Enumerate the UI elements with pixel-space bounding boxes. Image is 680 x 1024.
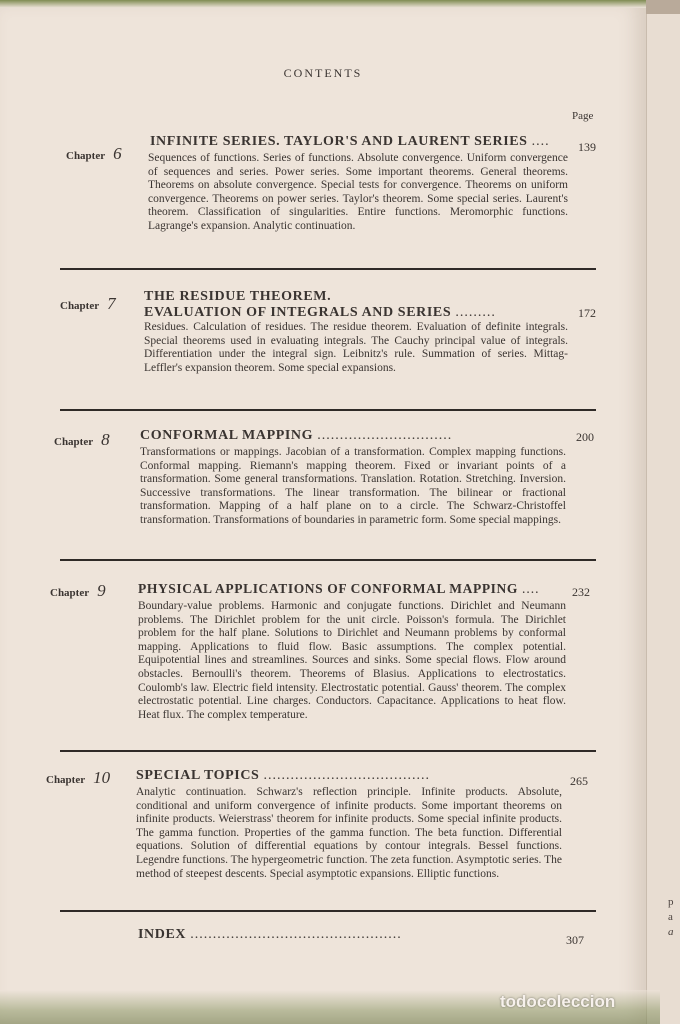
- chapter-description: Residues. Calculation of residues. The residue theorem. Evaluation of definite integrals. Special theorems used in evaluating integrals. The Cauchy principal value of integrals. Differentiation under the integral sign. Leibnitz's rule. Summation of series. Mittag-Leffler's expansion theorem. Some special expansions.: [144, 321, 568, 374]
- adjacent-page: [646, 14, 680, 1024]
- divider-rule: [60, 409, 596, 411]
- chapter-page: 232: [572, 585, 590, 599]
- chapter-label: Chapter: [60, 300, 100, 312]
- dot-leader: ....: [531, 134, 550, 149]
- chapter-label: Chapter: [54, 436, 94, 448]
- divider-rule: [60, 559, 596, 561]
- dot-leader: .........: [455, 305, 496, 320]
- chapter-description: Sequences of functions. Series of functions. Absolute convergence. Uniform convergence of sequences and series. Power series. Some important theorems. General theorems. Theorems on absolute convergence. Special tests for convergence. Theorems on uniform convergence. Theorems on power series. Taylor's theorem. Some special series. Laurent's theorem. Classification of singularities. Entire functions. Meromorphic functions. Lagrange's expansion. Analytic continuation.: [148, 152, 568, 232]
- side-page-fragment: a: [668, 911, 673, 923]
- watermark-logo: todocoleccion: [500, 992, 616, 1011]
- chapter-title: CONFORMAL MAPPING: [140, 428, 314, 443]
- chapter-page: 139: [578, 140, 596, 154]
- chapter-title: PHYSICAL APPLICATIONS OF CONFORMAL MAPPING: [138, 581, 518, 596]
- chapter-number: 7: [107, 294, 116, 313]
- page-column-label: Page: [572, 110, 594, 122]
- index-title: INDEX: [138, 927, 187, 942]
- chapter-description: Analytic continuation. Schwarz's reflection principle. Infinite products. Absolute, conditional and uniform convergence of infinite products. Some important theorems on infinite products. Weierstrass' theorem for infinite products. Some special infinite products. The gamma function. Properties of the gamma function. The beta function. Differential equations. Solution of differential equations by contour integrals. Bessel functions. Legendre functions. The hypergeometric function. The zeta function. Asymptotic series. The method of steepest descents. Special asymptotic expansions. Elliptic functions.: [136, 786, 562, 880]
- side-page-fragment: p: [668, 896, 674, 908]
- chapter-page: 265: [570, 774, 588, 788]
- divider-rule: [60, 910, 596, 912]
- dot-leader: ...............................................: [190, 927, 402, 942]
- chapter-description: Transformations or mappings. Jacobian of a transformation. Complex mapping functions. Conformal mapping. Riemann's mapping theorem. Fixed or invariant points of a transformation. Some general transformations. Translation. Rotation. Stretching. Inversion. Successive transformations. The linear transformation. The bilinear or fractional transformation. Mapping of a half plane on to a circle. The Schwarz-Christoffel transformation. Transformations of boundaries in parametric form. Some special mappings.: [140, 446, 566, 526]
- chapter-label: Chapter: [46, 774, 86, 786]
- dot-leader: ..............................: [317, 428, 453, 443]
- chapter-number: 9: [97, 581, 106, 600]
- side-page-fragment: a: [668, 926, 674, 938]
- contents-heading: CONTENTS: [283, 66, 363, 80]
- chapter-number: 10: [93, 768, 111, 787]
- divider-rule: [60, 268, 596, 270]
- chapter-label: Chapter: [50, 587, 90, 599]
- chapter-title-line1: THE RESIDUE THEOREM.: [144, 289, 332, 304]
- dot-leader: ....: [521, 581, 540, 596]
- chapter-title: INFINITE SERIES. TAYLOR'S AND LAURENT SERIES: [150, 134, 528, 149]
- index-page: 307: [566, 933, 584, 947]
- page-top-edge: [0, 0, 646, 8]
- chapter-label: Chapter: [66, 150, 106, 162]
- chapter-title: SPECIAL TOPICS: [136, 768, 260, 783]
- chapter-number: 6: [113, 144, 122, 163]
- chapter-page: 200: [576, 430, 594, 444]
- divider-rule: [60, 750, 596, 752]
- chapter-number: 8: [101, 430, 110, 449]
- chapter-title: EVALUATION OF INTEGRALS AND SERIES: [144, 305, 452, 320]
- chapter-description: Boundary-value problems. Harmonic and conjugate functions. Dirichlet and Neumann problems. The Dirichlet problem for the unit circle. Poisson's formula. The Dirichlet problem for the half plane. Solutions to Dirichlet and Neumann problems by conformal mapping. Applications to fluid flow. Basic assumptions. The complex potential. Equipotential lines and streamlines. Sources and sinks. Some special flows. Flow around obstacles. Bernoulli's theorem. Theorems of Blasius. Applications to electrostatics. Coulomb's law. Electric field intensity. Electrostatic potential. Gauss' theorem. The complex electrostatic potential. Line charges. Conductors. Capacitance. Applications to heat flow. Heat flux. The complex temperature.: [138, 600, 566, 721]
- dot-leader: .....................................: [263, 768, 431, 783]
- chapter-page: 172: [578, 306, 596, 320]
